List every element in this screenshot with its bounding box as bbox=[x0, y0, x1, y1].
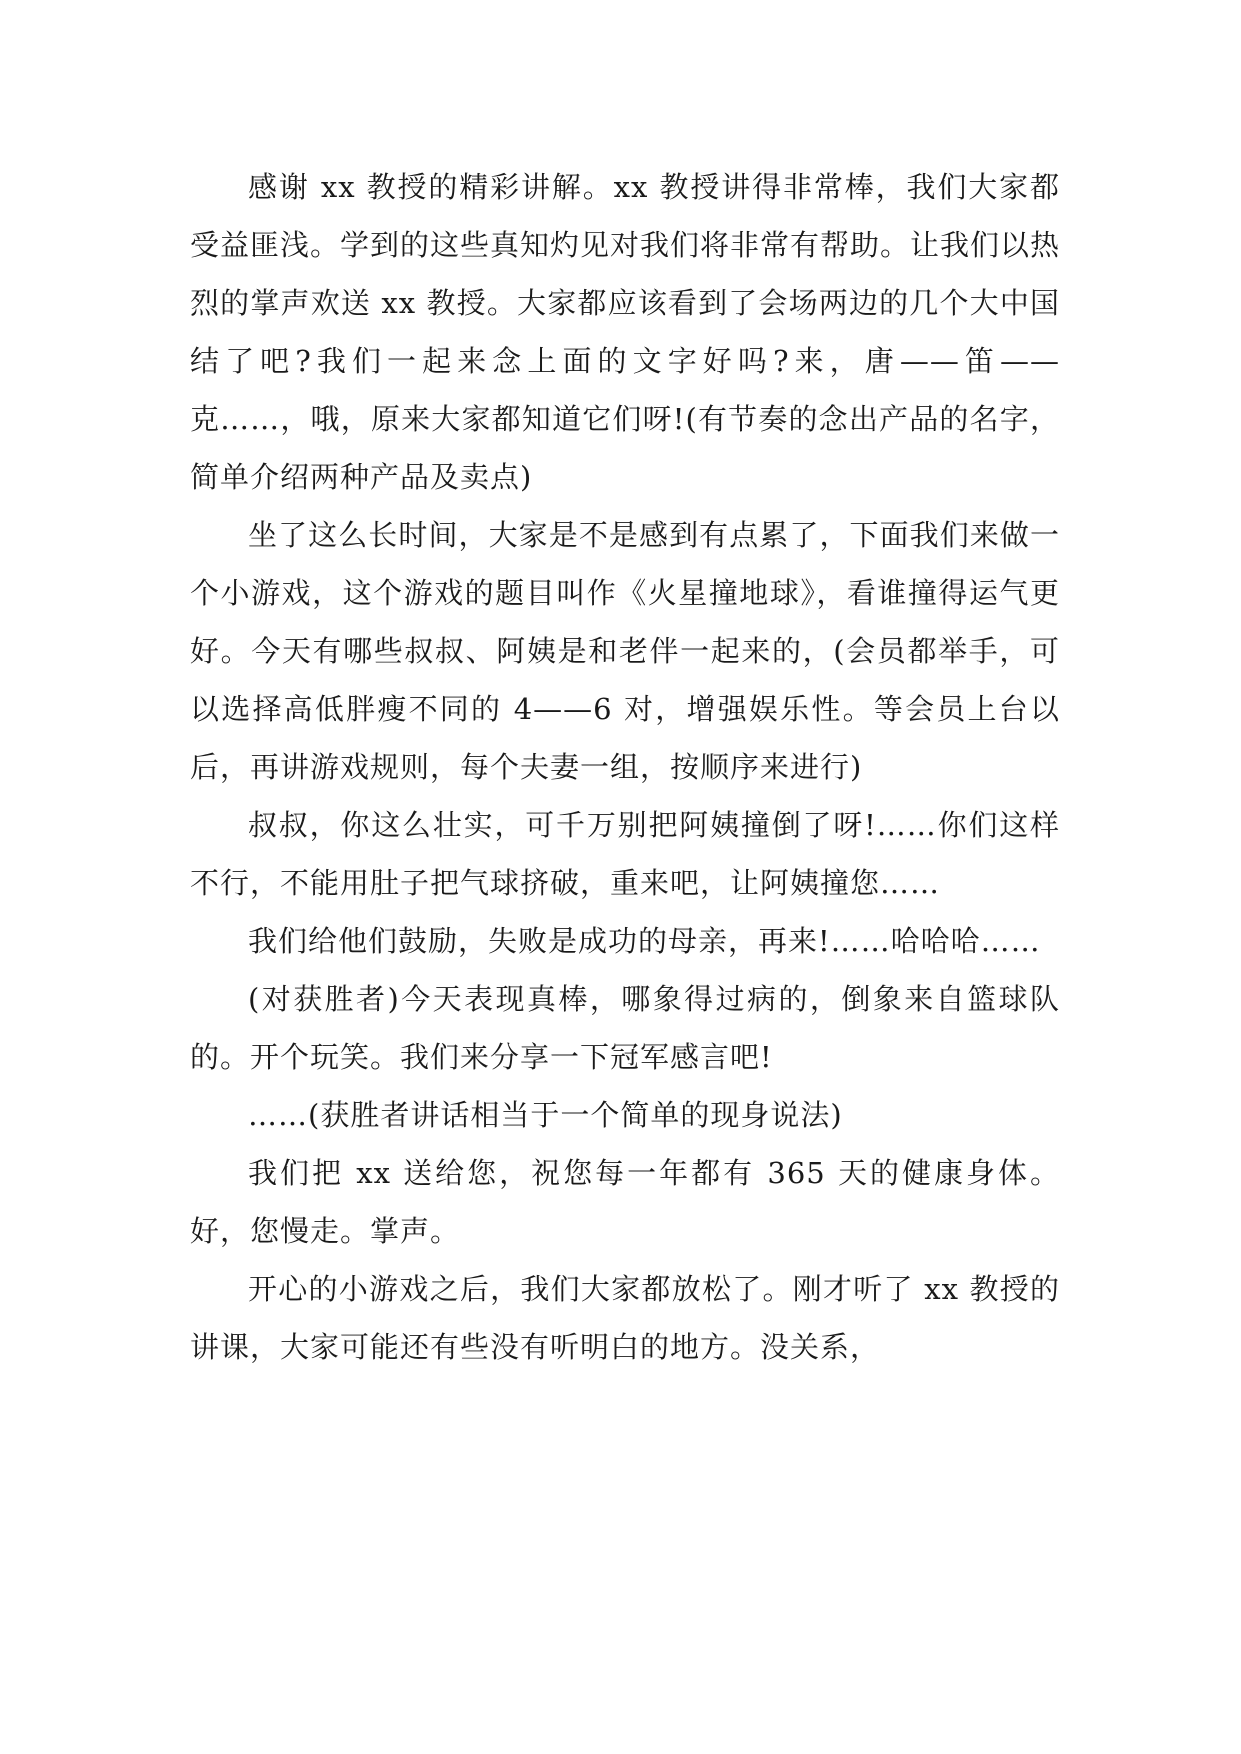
paragraph: 叔叔，你这么壮实，可千万别把阿姨撞倒了呀!……你们这样不行，不能用肚子把气球挤破，重来吧，让阿姨撞您…… bbox=[190, 808, 1060, 900]
paragraph: 我们把 xx 送给您，祝您每一年都有 365 天的健康身体。好，您慢走。掌声。 bbox=[190, 1156, 1060, 1248]
paragraph: 开心的小游戏之后，我们大家都放松了。刚才听了 xx 教授的讲课，大家可能还有些没有听明白的地方。没关系， bbox=[190, 1272, 1060, 1364]
document-body bbox=[190, 158, 1060, 1376]
paragraph: ……(获胜者讲话相当于一个简单的现身说法) bbox=[248, 1098, 843, 1132]
paragraph: 我们给他们鼓励，失败是成功的母亲，再来!……哈哈哈…… bbox=[248, 924, 1041, 958]
paragraph: 感谢 xx 教授的精彩讲解。xx 教授讲得非常棒，我们大家都受益匪浅。学到的这些真知灼见对我们将非常有帮助。让我们以热烈的掌声欢送 xx 教授。大家都应该看到了会场两边的几个大中国结了吧?我们一起来念上面的文字好吗?来，唐——笛——克……，哦，原来大家都知道它们呀!(有节奏的念出产品的名字，简单介绍两种产品及卖点) bbox=[190, 170, 1061, 494]
paragraph: 坐了这么长时间，大家是不是感到有点累了，下面我们来做一个小游戏，这个游戏的题目叫作《火星撞地球》，看谁撞得运气更好。今天有哪些叔叔、阿姨是和老伴一起来的，(会员都举手，可以选择高低胖瘦不同的 4——6 对，增强娱乐性。等会员上台以后，再讲游戏规则，每个夫妻一组，按顺序来进行) bbox=[190, 518, 1060, 784]
paragraph: (对获胜者)今天表现真棒，哪象得过病的，倒象来自篮球队的。开个玩笑。我们来分享一下冠军感言吧! bbox=[190, 982, 1060, 1074]
